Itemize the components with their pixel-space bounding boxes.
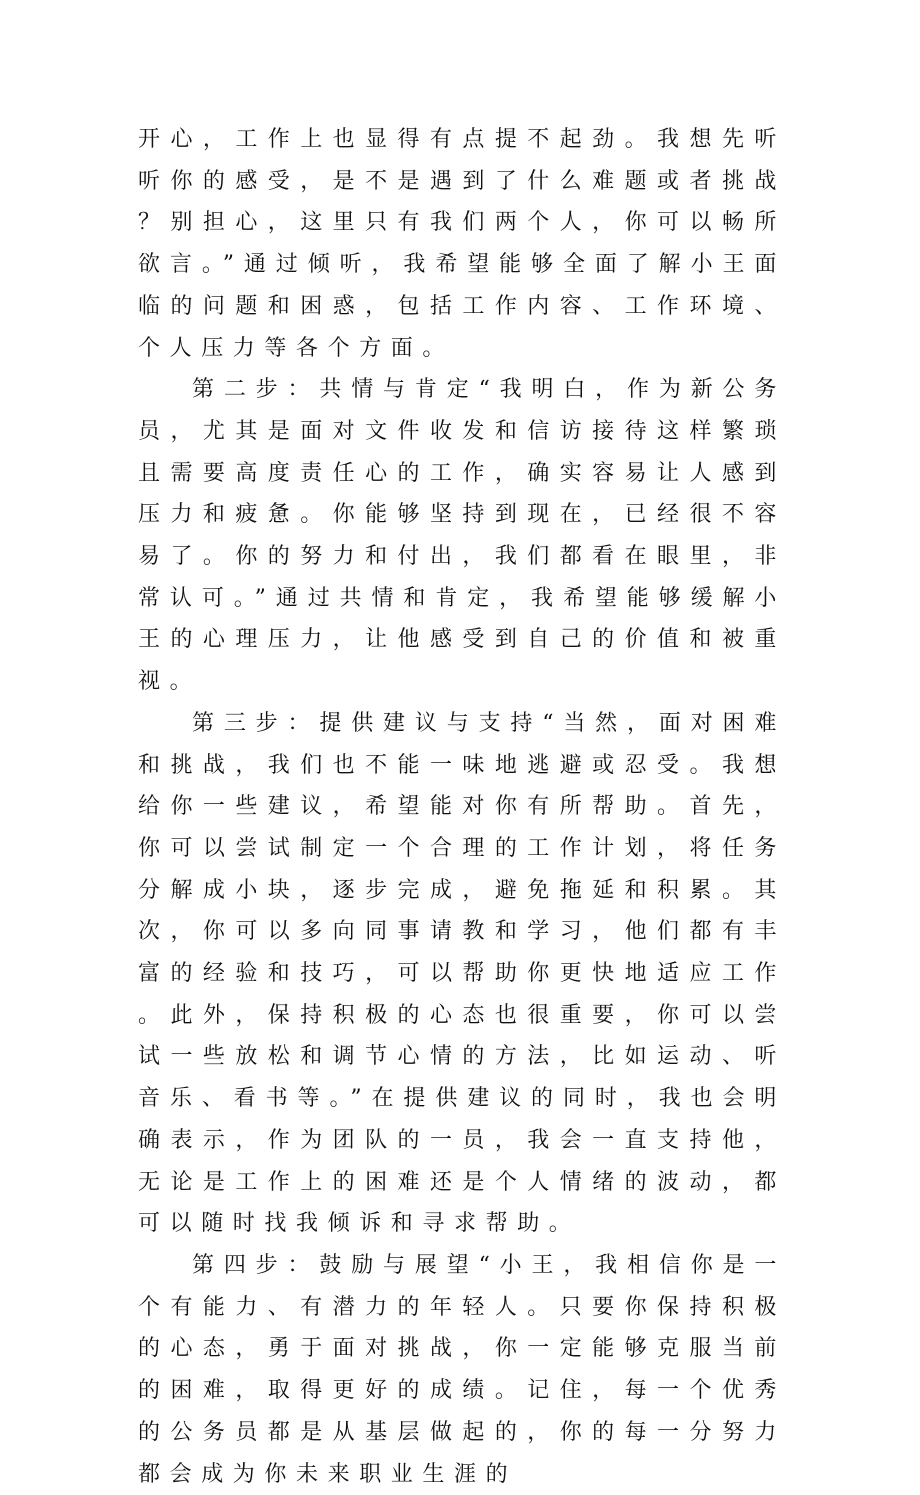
paragraph-step-three-advice: 第三步：提供建议与支持“当然，面对困难和挑战，我们也不能一味地逃避或忍受。我想给你一些建议，希望能对你有所帮助。首先，你可以尝试制定一个合理的工作计划，将任务分解成小块，逐步完成，避免拖延和积累。其次，你可以多向同事请教和学习，他们都有丰富的经验和技巧，可以帮助你更快地适应工作。此外，保持积极的心态也很重要，你可以尝试一些放松和调节心情的方法，比如运动、听音乐、看书等。”在提供建议的同时，我也会明确表示，作为团队的一员，我会一直支持他，无论是工作上的困难还是个人情绪的波动，都可以随时找我倾诉和寻求帮助。 (138, 710, 786, 1237)
paragraph-step-two-empathy: 第二步：共情与肯定“我明白，作为新公务员，尤其是面对文件收发和信访接待这样繁琐且需要高度责任心的工作，确实容易让人感到压力和疲惫。你能够坚持到现在，已经很不容易了。你的努力和付出，我们都看在眼里，非常认可。”通过共情和肯定，我希望能够缓解小王的心理压力，让他感受到自己的价值和被重视。 (138, 377, 786, 695)
document-page (138, 119, 786, 1495)
paragraph-continuation-listening: 开心，工作上也显得有点提不起劲。我想先听听你的感受，是不是遇到了什么难题或者挑战？别担心，这里只有我们两个人，你可以畅所欲言。”通过倾听，我希望能够全面了解小王面临的问题和困惑，包括工作内容、工作环境、个人压力等各个方面。 (138, 127, 786, 361)
paragraph-step-four-encouragement: 第四步：鼓励与展望“小王，我相信你是一个有能力、有潜力的年轻人。只要你保持积极的心态，勇于面对挑战，你一定能够克服当前的困难，取得更好的成绩。记住，每一个优秀的公务员都是从基层做起的，你的每一分努力都会成为你未来职业生涯的 (138, 1252, 786, 1487)
